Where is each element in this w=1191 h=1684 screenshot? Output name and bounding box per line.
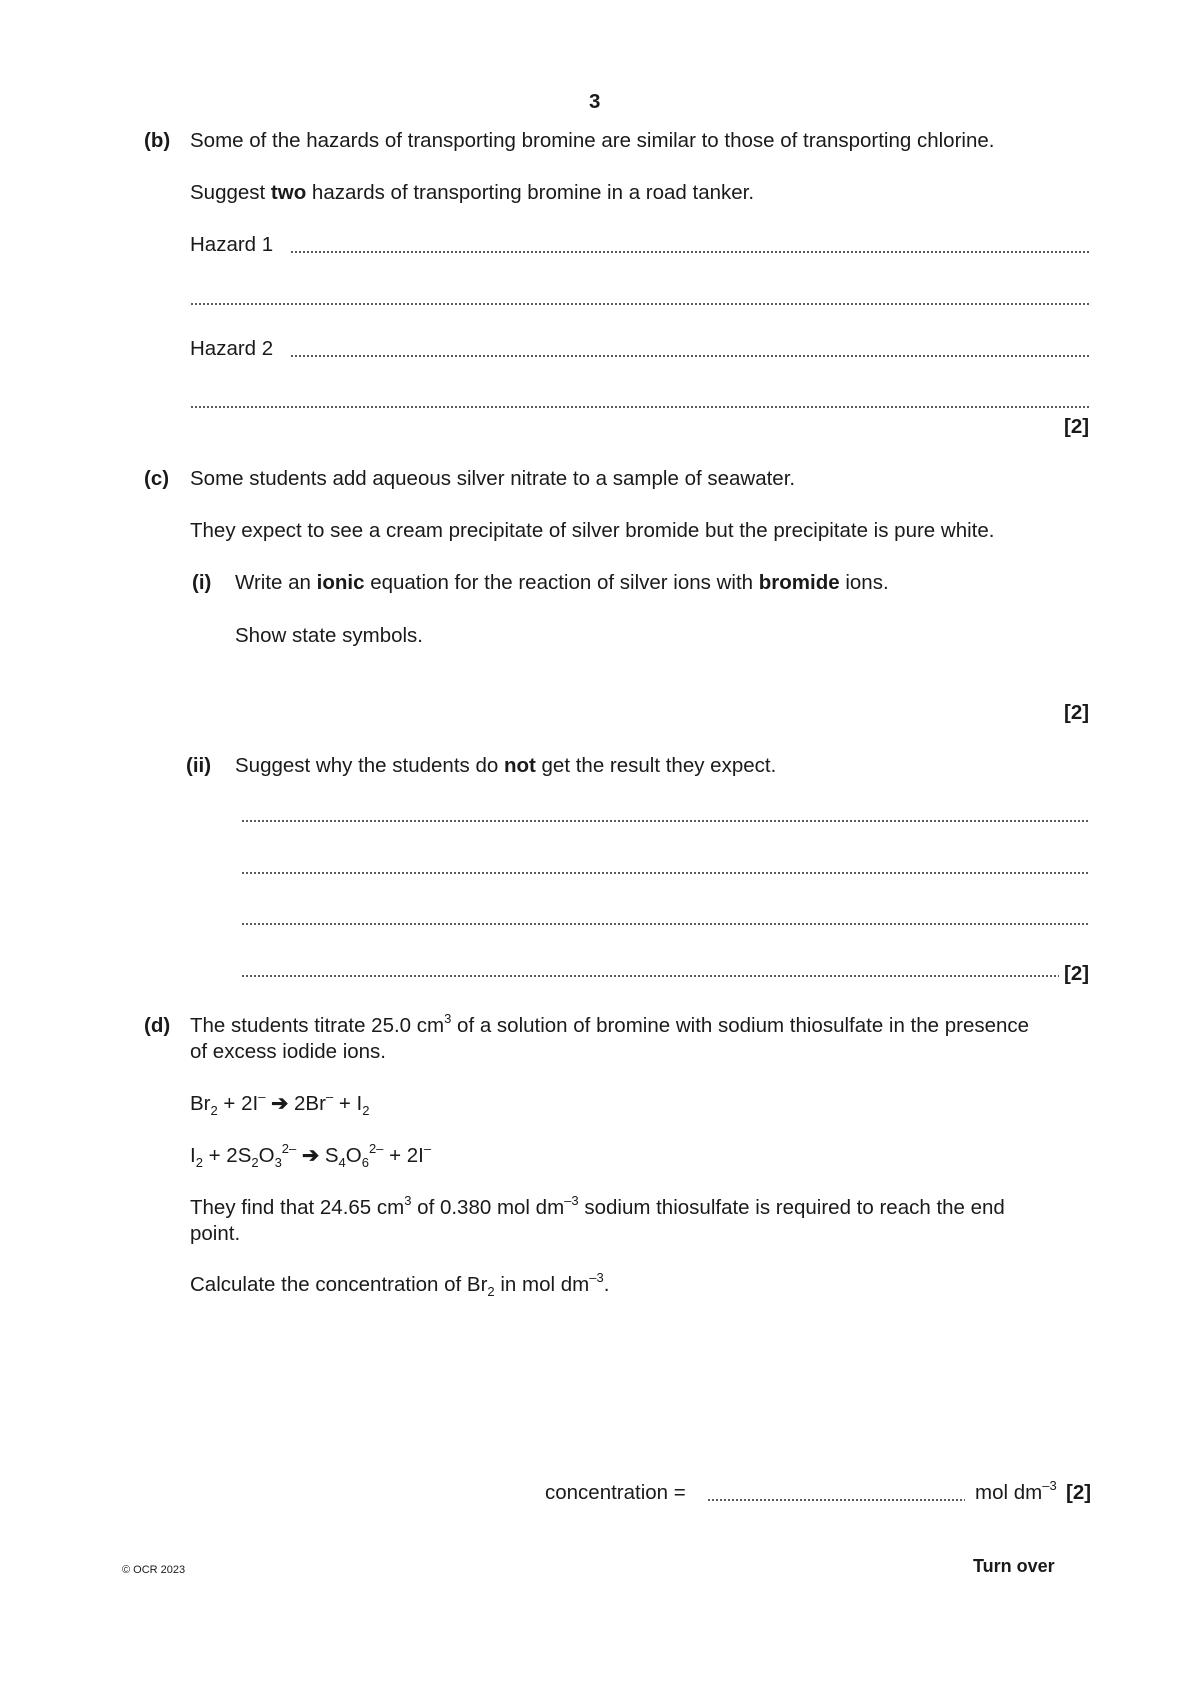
superscript: –3 xyxy=(1042,1478,1057,1493)
part-d-data-line-1 xyxy=(190,1193,1005,1219)
superscript: –3 xyxy=(564,1193,579,1208)
part-c-ii-marks: [2] xyxy=(1064,962,1090,985)
superscript: 3 xyxy=(404,1193,412,1208)
question-text: equation for the reaction of silver ions with xyxy=(364,571,759,594)
superscript: –3 xyxy=(589,1270,604,1285)
part-d-calc-prompt xyxy=(190,1270,610,1299)
subscript: 2 xyxy=(251,1155,259,1170)
data-text: They find that 24.65 cm xyxy=(190,1196,405,1219)
intro-text: of a solution of bromine with sodium thiosulfate in the presence xyxy=(451,1014,1030,1037)
superscript: – xyxy=(423,1141,432,1156)
hazard-1-answer-line[interactable] xyxy=(290,251,1090,253)
calc-text: . xyxy=(603,1273,610,1296)
hazard-2-answer-line[interactable] xyxy=(290,355,1090,357)
part-d-intro-line-1 xyxy=(190,1011,1030,1037)
question-text: ions. xyxy=(839,571,889,594)
prompt-emphasis: two xyxy=(270,181,307,204)
part-c-ii-answer-line-3[interactable] xyxy=(241,923,1090,925)
prompt-text: Suggest xyxy=(190,181,271,204)
subscript: 2 xyxy=(362,1103,370,1118)
superscript: – xyxy=(258,1089,266,1104)
part-d-label: (d) xyxy=(144,1014,171,1037)
question-text: get the result they expect. xyxy=(535,754,777,777)
question-text: Suggest why the students do xyxy=(235,754,504,777)
subscript: 4 xyxy=(338,1155,346,1170)
part-c-i-question xyxy=(235,573,889,594)
superscript: 3 xyxy=(444,1011,452,1026)
part-c-ii-question xyxy=(235,756,776,777)
part-c-ii-answer-line-1[interactable] xyxy=(241,820,1090,822)
intro-text: The students titrate 25.0 cm xyxy=(190,1014,445,1037)
data-text: of 0.380 mol dm xyxy=(411,1196,565,1219)
part-b-label: (b) xyxy=(144,129,171,152)
equation-1 xyxy=(190,1089,370,1118)
question-text: Write an xyxy=(235,571,317,594)
superscript: 2– xyxy=(368,1141,384,1156)
part-d-working-space[interactable] xyxy=(190,1310,1090,1470)
concentration-unit xyxy=(975,1478,1057,1504)
question-emphasis: ionic xyxy=(316,571,365,594)
part-c-ii-answer-line-2[interactable] xyxy=(241,872,1090,874)
part-c-i-label: (i) xyxy=(192,571,212,594)
eqn-term: Br xyxy=(190,1092,211,1115)
superscript: – xyxy=(325,1089,334,1104)
part-b-marks: [2] xyxy=(1064,415,1090,438)
calc-text: in mol dm xyxy=(494,1273,590,1296)
superscript: 2– xyxy=(281,1141,297,1156)
data-text: sodium thiosulfate is required to reach the end xyxy=(578,1196,1005,1219)
page-number: 3 xyxy=(589,90,601,113)
subscript: 2 xyxy=(195,1155,203,1170)
hazard-1-label: Hazard 1 xyxy=(190,233,274,256)
part-c-ii-answer-line-4[interactable] xyxy=(241,975,1059,977)
equation-2 xyxy=(190,1141,432,1170)
eqn-term: + 2S xyxy=(202,1144,252,1167)
eqn-term: O xyxy=(258,1144,275,1167)
part-c-i-marks: [2] xyxy=(1064,701,1090,724)
subscript: 2 xyxy=(487,1284,495,1299)
subscript: 6 xyxy=(361,1155,369,1170)
part-c-i-answer-space[interactable] xyxy=(235,650,1045,700)
eqn-term: + 2I xyxy=(383,1144,424,1167)
hazard-2-label: Hazard 2 xyxy=(190,337,274,360)
part-d-intro-line-2: of excess iodide ions. xyxy=(190,1040,387,1063)
eqn-term: O xyxy=(345,1144,362,1167)
part-d-data-line-2: point. xyxy=(190,1222,241,1245)
part-c-expectation: They expect to see a cream precipitate of silver bromide but the precipitate is pure white. xyxy=(190,519,995,542)
part-c-label: (c) xyxy=(144,467,170,490)
unit-text: mol dm xyxy=(975,1481,1043,1504)
footer-copyright: © OCR 2023 xyxy=(122,1564,186,1576)
footer-turn-over: Turn over xyxy=(973,1556,1055,1576)
arrow-icon: ➔ xyxy=(265,1092,295,1115)
part-b-prompt xyxy=(190,183,754,204)
concentration-answer-field[interactable] xyxy=(707,1499,965,1501)
calc-text: Calculate the concentration of Br xyxy=(190,1273,488,1296)
subscript: 2 xyxy=(210,1103,218,1118)
arrow-icon: ➔ xyxy=(296,1144,325,1167)
question-emphasis: not xyxy=(503,754,536,777)
eqn-term: S xyxy=(324,1144,339,1167)
part-c-i-instruction: Show state symbols. xyxy=(235,624,423,647)
eqn-term: 2Br xyxy=(294,1092,326,1115)
subscript: 3 xyxy=(274,1155,282,1170)
part-c-ii-label: (ii) xyxy=(186,754,212,777)
part-b-intro: Some of the hazards of transporting bromine are similar to those of transporting chlorine. xyxy=(190,129,995,152)
part-c-intro: Some students add aqueous silver nitrate to a sample of seawater. xyxy=(190,467,796,490)
question-emphasis: bromide xyxy=(758,571,840,594)
eqn-term: + 2I xyxy=(217,1092,259,1115)
part-d-marks: [2] xyxy=(1066,1481,1092,1504)
eqn-term: I xyxy=(190,1144,196,1167)
eqn-term: + I xyxy=(333,1092,363,1115)
hazard-2-answer-line-2[interactable] xyxy=(190,406,1090,408)
concentration-label: concentration = xyxy=(545,1481,686,1504)
hazard-1-answer-line-2[interactable] xyxy=(190,303,1090,305)
prompt-text: hazards of transporting bromine in a road tanker. xyxy=(306,181,755,204)
